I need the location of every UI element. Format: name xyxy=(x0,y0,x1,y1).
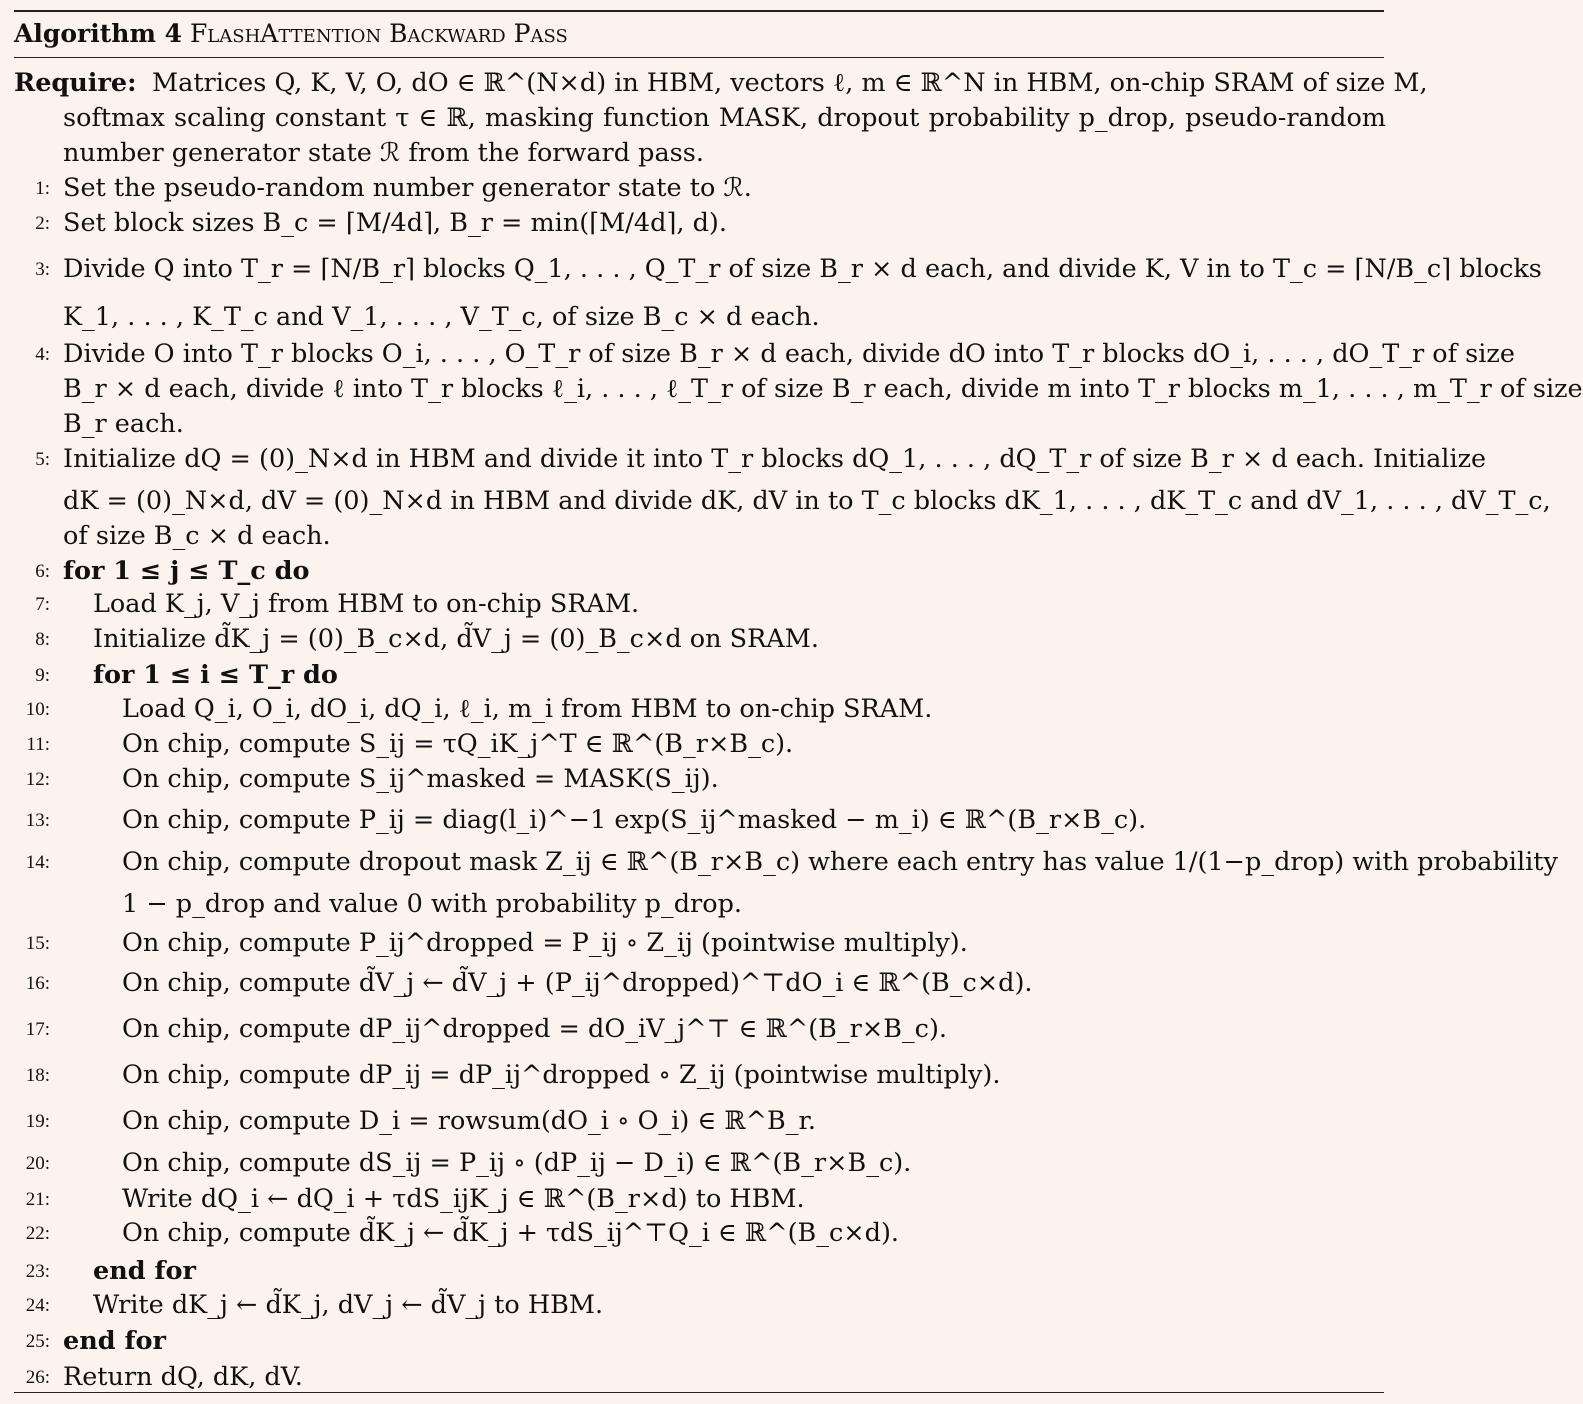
require-keyword: Require: xyxy=(14,68,137,98)
algorithm-label: Algorithm 4 xyxy=(14,19,182,48)
line-text: On chip, compute dS_ij = P_ij ∘ (dP_ij − D_i) ∈ ℝ^(B_r×B_c). xyxy=(122,1148,912,1178)
line-number: 21: xyxy=(25,1189,50,1210)
caption-rule xyxy=(14,57,1384,58)
line-number: 13: xyxy=(25,810,50,831)
line-text: of size B_c × d each. xyxy=(63,521,331,551)
line-text: Initialize dQ = (0)_N×d in HBM and divide it into T_r blocks dQ_1, . . . , dQ_T_r of size B_r × d each. Initialize xyxy=(63,444,1487,474)
line-number: 23: xyxy=(25,1261,50,1282)
line-text: Load Q_i, O_i, dO_i, dQ_i, ℓ_i, m_i from HBM to on-chip SRAM. xyxy=(122,694,933,724)
line-text: On chip, compute d̃K_j ← d̃K_j + τdS_ij^⊤Q_i ∈ ℝ^(B_c×d). xyxy=(122,1218,900,1248)
bottom-rule xyxy=(14,1392,1384,1393)
line-number: 11: xyxy=(26,734,50,755)
line-text: Load K_j, V_j from HBM to on-chip SRAM. xyxy=(93,589,640,619)
line-text: end for xyxy=(63,1326,166,1356)
line-text: Set the pseudo-random number generator state to ℛ. xyxy=(63,173,752,203)
line-number: 7: xyxy=(35,594,50,615)
line-text: B_r each. xyxy=(63,409,184,439)
line-number: 6: xyxy=(35,561,50,582)
line-text: Write dK_j ← d̃K_j, dV_j ← d̃V_j to HBM. xyxy=(93,1290,604,1320)
line-text: Initialize d̃K_j = (0)_B_c×d, d̃V_j = (0)_B_c×d on SRAM. xyxy=(93,624,819,654)
line-number: 16: xyxy=(25,973,50,994)
line-number: 15: xyxy=(25,933,50,954)
line-number: 8: xyxy=(35,629,50,650)
line-number: 25: xyxy=(25,1331,50,1352)
line-text: dK = (0)_N×d, dV = (0)_N×d in HBM and divide dK, dV in to T_c blocks dK_1, . . . , dK_T_c and dV_1, . . . , dV_T_c, xyxy=(63,486,1551,516)
line-text: On chip, compute D_i = rowsum(dO_i ∘ O_i) ∈ ℝ^B_r. xyxy=(122,1106,817,1136)
line-text: On chip, compute d̃V_j ← d̃V_j + (P_ij^dropped)^⊤dO_i ∈ ℝ^(B_c×d). xyxy=(122,968,1033,998)
line-text: On chip, compute dP_ij = dP_ij^dropped ∘ Z_ij (pointwise multiply). xyxy=(122,1060,1001,1090)
line-text: On chip, compute S_ij = τQ_iK_j^T ∈ ℝ^(B_r×B_c). xyxy=(122,729,794,759)
line-text: for 1 ≤ j ≤ T_c do xyxy=(63,556,310,586)
line-text: B_r × d each, divide ℓ into T_r blocks ℓ_i, . . . , ℓ_T_r of size B_r each, divide m into T_r blocks m_1, . . . , m_T_r of size xyxy=(63,374,1583,404)
line-number: 9: xyxy=(35,665,50,686)
line-text: 1 − p_drop and value 0 with probability p_drop. xyxy=(122,889,743,919)
line-text: Divide Q into T_r = ⌈N/B_r⌉ blocks Q_1, . . . , Q_T_r of size B_r × d each, and divide K, V in to T_c = ⌈N/B_c⌉ blocks xyxy=(63,254,1542,284)
require-text: Matrices Q, K, V, O, dO ∈ ℝ^(N×d) in HBM, vectors ℓ, m ∈ ℝ^N in HBM, on-chip SRAM of size M, xyxy=(152,68,1428,98)
line-number: 12: xyxy=(25,769,50,790)
algorithm-title: FlashAttention Backward Pass xyxy=(189,19,568,48)
line-number: 14: xyxy=(25,852,50,873)
line-text: for 1 ≤ i ≤ T_r do xyxy=(93,660,338,690)
line-number: 3: xyxy=(35,259,50,280)
line-text: softmax scaling constant τ ∈ ℝ, masking function MASK, dropout probability p_drop, pseudo-random xyxy=(63,103,1386,133)
line-number: 10: xyxy=(25,699,50,720)
line-number: 17: xyxy=(25,1019,50,1040)
line-text: Return dQ, dK, dV. xyxy=(63,1362,303,1392)
top-rule xyxy=(14,10,1384,12)
line-text: On chip, compute P_ij^dropped = P_ij ∘ Z_ij (pointwise multiply). xyxy=(122,928,968,958)
line-number: 18: xyxy=(25,1065,50,1086)
line-text: Write dQ_i ← dQ_i + τdS_ijK_j ∈ ℝ^(B_r×d) to HBM. xyxy=(122,1184,805,1214)
line-number: 4: xyxy=(35,344,50,365)
line-number: 24: xyxy=(25,1295,50,1316)
algorithm-caption xyxy=(14,14,1384,54)
line-text: number generator state ℛ from the forward pass. xyxy=(63,138,704,168)
line-number: 2: xyxy=(35,213,50,234)
line-text: Divide O into T_r blocks O_i, . . . , O_T_r of size B_r × d each, divide dO into T_r blocks dO_i, . . . , dO_T_r of size xyxy=(63,339,1515,369)
line-number: 20: xyxy=(25,1153,50,1174)
line-text: On chip, compute dropout mask Z_ij ∈ ℝ^(B_r×B_c) where each entry has value 1/(1−p_drop) with probability xyxy=(122,847,1558,877)
line-number: 26: xyxy=(25,1367,50,1388)
line-text: Set block sizes B_c = ⌈M/4d⌉, B_r = min(⌈M/4d⌉, d). xyxy=(63,208,727,238)
line-text: On chip, compute dP_ij^dropped = dO_iV_j^⊤ ∈ ℝ^(B_r×B_c). xyxy=(122,1014,948,1044)
line-text: K_1, . . . , K_T_c and V_1, . . . , V_T_c, of size B_c × d each. xyxy=(63,302,820,332)
line-number: 5: xyxy=(35,449,50,470)
line-number: 22: xyxy=(25,1223,50,1244)
line-text: On chip, compute P_ij = diag(l_i)^−1 exp(S_ij^masked − m_i) ∈ ℝ^(B_r×B_c). xyxy=(122,805,1147,835)
line-text: end for xyxy=(93,1256,196,1286)
line-text: On chip, compute S_ij^masked = MASK(S_ij). xyxy=(122,764,719,794)
line-number: 19: xyxy=(25,1111,50,1132)
line-number: 1: xyxy=(35,178,50,199)
